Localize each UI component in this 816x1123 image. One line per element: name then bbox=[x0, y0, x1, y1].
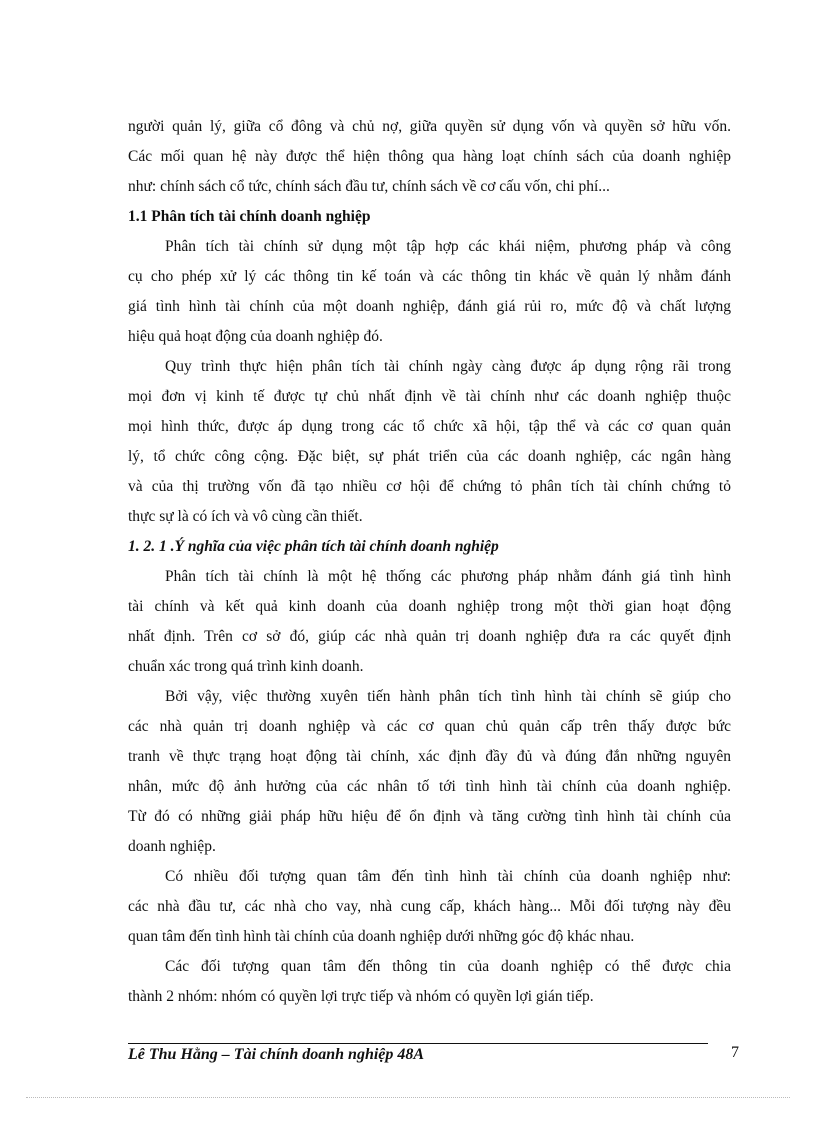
footer-author: Lê Thu Hằng – Tài chính doanh nghiệp 48A bbox=[128, 1046, 425, 1063]
text-line: Từ đó có những giải pháp hữu hiệu để ổn định và tăng cường tình hình tài chính của bbox=[128, 808, 731, 825]
text-line: lý, tổ chức công cộng. Đặc biệt, sự phát triển của các doanh nghiệp, các ngân hàng bbox=[128, 448, 731, 465]
text-line: Các đối tượng quan tâm đến thông tin của doanh nghiệp có thể được chia bbox=[165, 958, 731, 975]
text-line: thành 2 nhóm: nhóm có quyền lợi trực tiếp và nhóm có quyền lợi gián tiếp. bbox=[128, 988, 594, 1005]
text-line: giá tình hình tài chính của một doanh nghiệp, đánh giá rủi ro, mức độ và chất lượng bbox=[128, 298, 731, 315]
section-heading: 1.1 Phân tích tài chính doanh nghiệp bbox=[128, 208, 371, 225]
text-line: Quy trình thực hiện phân tích tài chính ngày càng được áp dụng rộng rãi trong bbox=[165, 358, 731, 375]
text-line: Bởi vậy, việc thường xuyên tiến hành phân tích tình hình tài chính sẽ giúp cho bbox=[165, 688, 731, 705]
text-line: Các mối quan hệ này được thể hiện thông qua hàng loạt chính sách của doanh nghiệp bbox=[128, 148, 731, 165]
text-line: Phân tích tài chính sử dụng một tập hợp các khái niệm, phương pháp và công bbox=[165, 238, 731, 255]
text-line: chuẩn xác trong quá trình kinh doanh. bbox=[128, 658, 364, 675]
text-line: cụ cho phép xử lý các thông tin kế toán và các thông tin khác về quản lý nhằm đánh bbox=[128, 268, 731, 285]
text-line: như: chính sách cổ tức, chính sách đầu tư, chính sách về cơ cấu vốn, chi phí... bbox=[128, 178, 610, 195]
body-text bbox=[128, 112, 731, 1012]
text-line: tài chính và kết quả kinh doanh của doanh nghiệp trong một thời gian hoạt động bbox=[128, 598, 731, 615]
footer-divider bbox=[128, 1043, 708, 1044]
text-line: người quản lý, giữa cổ đông và chủ nợ, giữa quyền sử dụng vốn và quyền sở hữu vốn. bbox=[128, 118, 731, 135]
text-line: hiệu quả hoạt động của doanh nghiệp đó. bbox=[128, 328, 383, 345]
text-line: các nhà đầu tư, các nhà cho vay, nhà cung cấp, khách hàng... Mỗi đối tượng này đều bbox=[128, 898, 731, 915]
page-number: 7 bbox=[731, 1044, 739, 1061]
subsection-heading: 1. 2. 1 .Ý nghĩa của việc phân tích tài chính doanh nghiệp bbox=[128, 538, 499, 555]
text-line: và của thị trường vốn đã tạo nhiều cơ hội để chứng tỏ phân tích tài chính chứng tỏ bbox=[128, 478, 731, 495]
text-line: mọi hình thức, được áp dụng trong các tổ chức xã hội, tập thể và các cơ quan quản bbox=[128, 418, 731, 435]
text-line: tranh về thực trạng hoạt động tài chính, xác định đầy đủ và đúng đắn những nguyên bbox=[128, 748, 731, 765]
text-line: mọi đơn vị kinh tế được tự chủ nhất định về tài chính như các doanh nghiệp thuộc bbox=[128, 388, 731, 405]
text-line: thực sự là có ích và vô cùng cần thiết. bbox=[128, 508, 363, 525]
text-line: nhân, mức độ ảnh hưởng của các nhân tố tới tình hình tài chính của doanh nghiệp. bbox=[128, 778, 731, 795]
text-line: Phân tích tài chính là một hệ thống các phương pháp nhằm đánh giá tình hình bbox=[165, 568, 731, 585]
text-line: Có nhiều đối tượng quan tâm đến tình hình tài chính của doanh nghiệp như: bbox=[165, 868, 731, 885]
text-line: nhất định. Trên cơ sở đó, giúp các nhà quản trị doanh nghiệp đưa ra các quyết định bbox=[128, 628, 731, 645]
page-bottom-border bbox=[26, 1097, 790, 1098]
text-line: doanh nghiệp. bbox=[128, 838, 216, 855]
text-line: quan tâm đến tình hình tài chính của doanh nghiệp dưới những góc độ khác nhau. bbox=[128, 928, 635, 945]
text-line: các nhà quản trị doanh nghiệp và các cơ quan chủ quản cấp trên thấy được bức bbox=[128, 718, 731, 735]
